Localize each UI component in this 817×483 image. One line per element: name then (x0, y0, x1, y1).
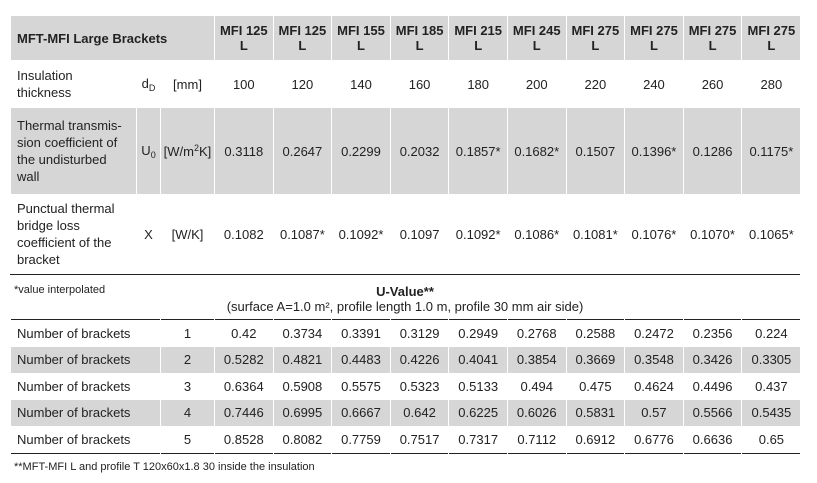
table-cell: 0.6667 (332, 400, 391, 427)
column-label: MFI 185 L (395, 23, 444, 53)
table-cell: 140 (332, 60, 391, 108)
row-label: Thermal transmis- sion coefficient of the undisturbed wall (11, 108, 137, 194)
uvalue-title: U-Value** (376, 284, 434, 299)
uvalue-table (10, 319, 800, 454)
table-cell: 0.1507 (566, 108, 625, 194)
table-cell: 0.5908 (273, 373, 332, 400)
row-symbol (137, 194, 161, 275)
table-cell: 0.2472 (625, 320, 684, 347)
table-cell: 0.3734 (273, 320, 332, 347)
column-header (683, 16, 742, 60)
row-insulation-thickness (11, 60, 801, 108)
header-row (11, 16, 801, 60)
table-cell: 0.5323 (390, 373, 449, 400)
table-cell: 0.5831 (566, 400, 625, 427)
table-cell: 0.224 (742, 320, 801, 347)
column-header (566, 16, 625, 60)
column-label: MFI 155 L (337, 23, 385, 53)
bracket-count: 1 (161, 320, 215, 347)
table-cell: 0.1092* (449, 194, 508, 275)
table-cell: 0.5566 (683, 400, 742, 427)
table-cell: 0.475 (566, 373, 625, 400)
symbol-text: X (144, 226, 153, 242)
column-header (390, 16, 449, 60)
row-unit (161, 108, 215, 194)
unit-pre: [W/m (163, 144, 194, 159)
table-cell: 0.8528 (215, 426, 274, 453)
symbol-subscript: D (148, 82, 156, 93)
table-cell: 240 (625, 60, 684, 108)
column-label: MFI 275 L (747, 23, 796, 53)
table-cell: 0.6636 (683, 426, 742, 453)
column-label: MFI 275 L (630, 23, 678, 53)
row-thermal-bridge-loss (11, 194, 801, 275)
bracket-count: 5 (161, 426, 215, 453)
table-cell: 0.1175* (742, 108, 801, 194)
table-cell: 0.1082 (215, 194, 274, 275)
table-cell: 0.4821 (273, 347, 332, 374)
column-label: MFI 245 L (512, 23, 561, 53)
column-label: MFI 125 L (278, 23, 327, 53)
table-cell: 0.65 (742, 426, 801, 453)
table-cell: 0.3426 (683, 347, 742, 374)
table-cell: 0.7759 (332, 426, 391, 453)
row-symbol (137, 108, 161, 194)
table-cell: 0.4041 (449, 347, 508, 374)
table-cell: 0.7112 (507, 426, 566, 453)
row-unit: [mm] (161, 60, 215, 108)
column-header (273, 16, 332, 60)
table-cell: 0.4483 (332, 347, 391, 374)
table-cell: 100 (215, 60, 274, 108)
table-cell: 0.8082 (273, 426, 332, 453)
table-cell: 0.494 (507, 373, 566, 400)
table-cell: 0.1286 (683, 108, 742, 194)
row-thermal-transmission (11, 108, 801, 194)
specs-table (10, 16, 800, 275)
table-cell: 0.4624 (625, 373, 684, 400)
table-cell: 0.3548 (625, 347, 684, 374)
bracket-label: Number of brackets (11, 426, 161, 453)
table-cell: 0.6364 (215, 373, 274, 400)
table-cell: 260 (683, 60, 742, 108)
symbol-text: U (141, 142, 151, 158)
table-cell: 0.642 (390, 400, 449, 427)
column-label: MFI 275 L (688, 23, 737, 53)
bracket-count: 2 (161, 347, 215, 374)
table-cell: 0.2768 (507, 320, 566, 347)
table-cell: 0.6912 (566, 426, 625, 453)
table-cell: 0.3669 (566, 347, 625, 374)
table-cell: 120 (273, 60, 332, 108)
table-cell: 0.2356 (683, 320, 742, 347)
column-label: MFI 275 L (571, 23, 620, 53)
table-cell: 0.1857* (449, 108, 508, 194)
table-cell: 0.6995 (273, 400, 332, 427)
table-cell: 0.4496 (683, 373, 742, 400)
uvalue-subtitle: (surface A=1.0 m², profile length 1.0 m, profile 30 mm air side) (226, 299, 584, 314)
table-cell: 0.1076* (625, 194, 684, 275)
bracket-label: Number of brackets (11, 400, 161, 427)
table-cell: 0.5282 (215, 347, 274, 374)
footnote: **MFT-MFI L and profile T 120x60x1.8 30 inside the insulation (14, 461, 315, 473)
symbol-subscript: 0 (150, 149, 156, 160)
table-cell: 0.4226 (390, 347, 449, 374)
bracket-label: Number of brackets (11, 373, 161, 400)
table-cell: 0.2588 (566, 320, 625, 347)
table-cell: 0.2032 (390, 108, 449, 194)
column-header (449, 16, 508, 60)
column-header (215, 16, 274, 60)
table-cell: 0.5435 (742, 400, 801, 427)
table-cell: 0.3854 (507, 347, 566, 374)
unit-post: K] (199, 144, 212, 159)
table-cell: 0.7446 (215, 400, 274, 427)
table-cell: 0.1396* (625, 108, 684, 194)
table-cell: 0.57 (625, 400, 684, 427)
column-label: MFI 215 L (454, 23, 503, 53)
table-cell: 0.1092* (332, 194, 391, 275)
bracket-count: 4 (161, 400, 215, 427)
table-cell: 0.6026 (507, 400, 566, 427)
table-cell: 280 (742, 60, 801, 108)
table-row (11, 400, 801, 427)
table-cell: 0.3391 (332, 320, 391, 347)
column-header (742, 16, 801, 60)
table-row (11, 373, 801, 400)
table-cell: 0.42 (215, 320, 274, 347)
table-cell: 0.7517 (390, 426, 449, 453)
table-title: MFT-MFI Large Brackets (11, 16, 215, 60)
column-header (507, 16, 566, 60)
row-symbol (137, 60, 161, 108)
table-cell: 0.6225 (449, 400, 508, 427)
table-cell: 0.3305 (742, 347, 801, 374)
table-cell: 0.1070* (683, 194, 742, 275)
column-label: MFI 125 L (219, 23, 268, 53)
symbol-text: d (141, 75, 149, 91)
table-cell: 0.6776 (625, 426, 684, 453)
table-cell: 200 (507, 60, 566, 108)
row-label: Punctual thermal bridge loss coefficient of the bracket (11, 194, 137, 275)
table-cell: 220 (566, 60, 625, 108)
row-label: Insulation thickness (11, 60, 137, 108)
column-header (625, 16, 684, 60)
bracket-label: Number of brackets (11, 347, 161, 374)
table-cell: 0.1065* (742, 194, 801, 275)
uvalue-section-header (10, 282, 800, 318)
table-cell: 0.1081* (566, 194, 625, 275)
column-header (332, 16, 391, 60)
table-cell: 0.2647 (273, 108, 332, 194)
table-cell: 0.3129 (390, 320, 449, 347)
unit-superscript: 2 (194, 143, 200, 153)
row-unit: [W/K] (161, 194, 215, 275)
table-cell: 0.5133 (449, 373, 508, 400)
uvalue-table-body (11, 320, 801, 454)
table-cell: 160 (390, 60, 449, 108)
bracket-label: Number of brackets (11, 320, 161, 347)
table-row (11, 426, 801, 453)
table-cell: 0.3118 (215, 108, 274, 194)
bracket-count: 3 (161, 373, 215, 400)
table-cell: 0.1097 (390, 194, 449, 275)
table-cell: 0.1682* (507, 108, 566, 194)
table-cell: 0.2299 (332, 108, 391, 194)
table-cell: 0.437 (742, 373, 801, 400)
table-row (11, 347, 801, 374)
table-cell: 0.1087* (273, 194, 332, 275)
table-cell: 0.2949 (449, 320, 508, 347)
table-cell: 0.1086* (507, 194, 566, 275)
table-row (11, 320, 801, 347)
table-cell: 0.7317 (449, 426, 508, 453)
interpolated-note: *value interpolated (14, 284, 106, 296)
table-cell: 0.5575 (332, 373, 391, 400)
table-cell: 180 (449, 60, 508, 108)
